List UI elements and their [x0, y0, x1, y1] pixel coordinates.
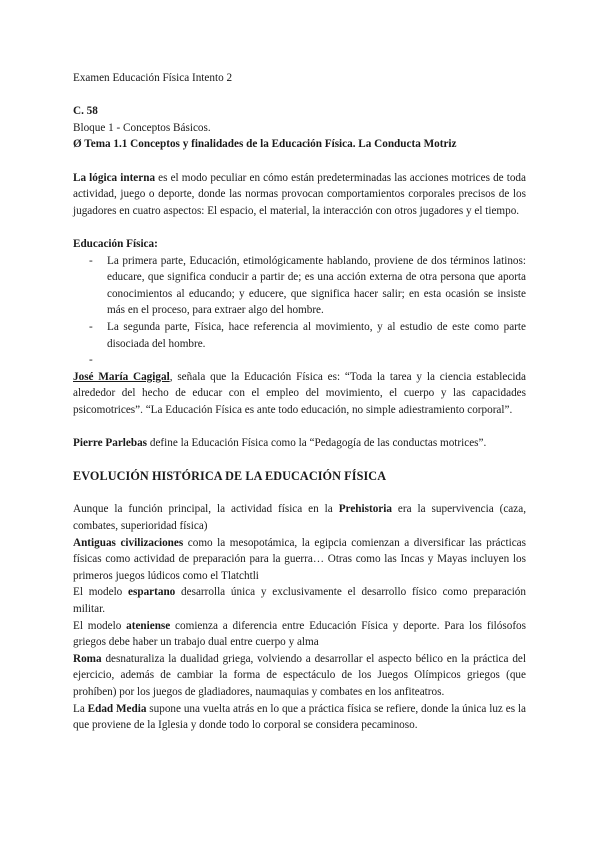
logica-interna-term: La lógica interna [73, 171, 156, 184]
text-run: supone una vuelta atrás en lo que a práctica física se refiere, donde la única luz es la que proviene de la Iglesia y donde todo lo corporal se considera pecaminoso. [73, 702, 526, 732]
educacion-fisica-list [73, 253, 526, 369]
bold-term: espartano [128, 586, 176, 599]
text-run: comienza a diferencia entre Educación Física y deporte. Para los filósofos griegos debe haber un trabajo dual entre cuerpo y alma [73, 619, 527, 649]
bold-term: ateniense [126, 619, 171, 632]
logica-interna-paragraph [73, 170, 526, 220]
logica-interna-text: es el modo peculiar en cómo están predeterminadas las acciones motrices de toda actividad, juego o deporte, donde las normas provocan comportamientos corporales precisos de los jugadores en cuatro aspectos: El espacio, el material, la interacción con otros jugadores y el tiempo. [73, 171, 526, 217]
list-item: - La segunda parte, Física, hace referencia al movimiento, y al estudio de este como parte disociada del hombre. [107, 319, 526, 352]
list-item-empty [107, 352, 526, 369]
history-paragraph-espartano [73, 584, 526, 617]
cagigal-text: , señala que la Educación Física es: “Toda la tarea y la ciencia establecida alrededor del hecho de educar con el empleo del movimiento, el cuerpo y las capacidades psicomotrices”. “La Educación Física es ante todo educación, no simple adiestramiento corporal”. [73, 370, 526, 416]
bold-term: Prehistoria [338, 503, 392, 516]
history-paragraph-ateniense [73, 618, 526, 651]
text-run: Aunque la función principal, la actividad física en la [73, 503, 339, 516]
history-paragraph-prehistoria [73, 501, 526, 534]
text-run: El modelo [73, 619, 127, 632]
topic-title: Ø Tema 1.1 Conceptos y finalidades de la Educación Física. La Conducta Motriz [73, 138, 457, 151]
document-title: Examen Educación Física Intento 2 [73, 72, 233, 84]
document-content [73, 70, 526, 734]
text-run: El modelo [73, 586, 129, 599]
history-paragraph-civilizaciones [73, 535, 526, 585]
cagigal-name: José María Cagigal [73, 370, 170, 383]
list-item: - La primera parte, Educación, etimológicamente hablando, proviene de dos términos latinos: educare, que significa conducir a partir de; es una acción externa de otra persona que aporta conocimientos al educando; y educere, que significa hacer salir; en esta ocasión se insiste más en el proceso, para extraer algo del hombre. [107, 253, 526, 319]
cagigal-paragraph [73, 369, 526, 419]
parlebas-text: define la Educación Física como la “Pedagogía de las conductas motrices”. [147, 437, 487, 450]
history-paragraph-edad-media [73, 701, 526, 734]
bold-term: Antiguas civilizaciones [73, 536, 184, 549]
section-code: C. 58 [73, 105, 98, 118]
text-run: era la supervivencia (caza, combates, superioridad física) [73, 503, 526, 533]
text-run: La [73, 702, 88, 715]
text-run: como la mesopotámica, la egipcia comienzan a diversificar las prácticas físicas como actividad de preparación para la guerra… Otras como las Incas y Mayas incluyen los primeros juegos lúdicos como el Tlatchtli [73, 536, 526, 582]
block-title: Bloque 1 - Conceptos Básicos. [73, 121, 211, 134]
text-run: desnaturaliza la dualidad griega, volviendo a desarrollar el aspecto bélico en la práctica del ejercicio, además de cambiar la forma de espectáculo de los Juegos Olímpicos griegos (que prohíben) por los juegos de gladiadores, naumaquias y combates en los anfiteatros. [73, 652, 526, 698]
text-run: desarrolla única y exclusivamente el desarrollo físico como preparación militar. [73, 586, 526, 615]
history-heading: EVOLUCIÓN HISTÓRICA DE LA EDUCACIÓN FÍSICA [73, 469, 387, 484]
bold-term: Roma [73, 652, 102, 665]
parlebas-name: Pierre Parlebas [73, 437, 148, 450]
bold-term: Edad Media [87, 702, 147, 715]
parlebas-paragraph [73, 435, 526, 452]
history-paragraph-roma [73, 651, 526, 701]
educacion-fisica-heading: Educación Física: [73, 237, 158, 250]
